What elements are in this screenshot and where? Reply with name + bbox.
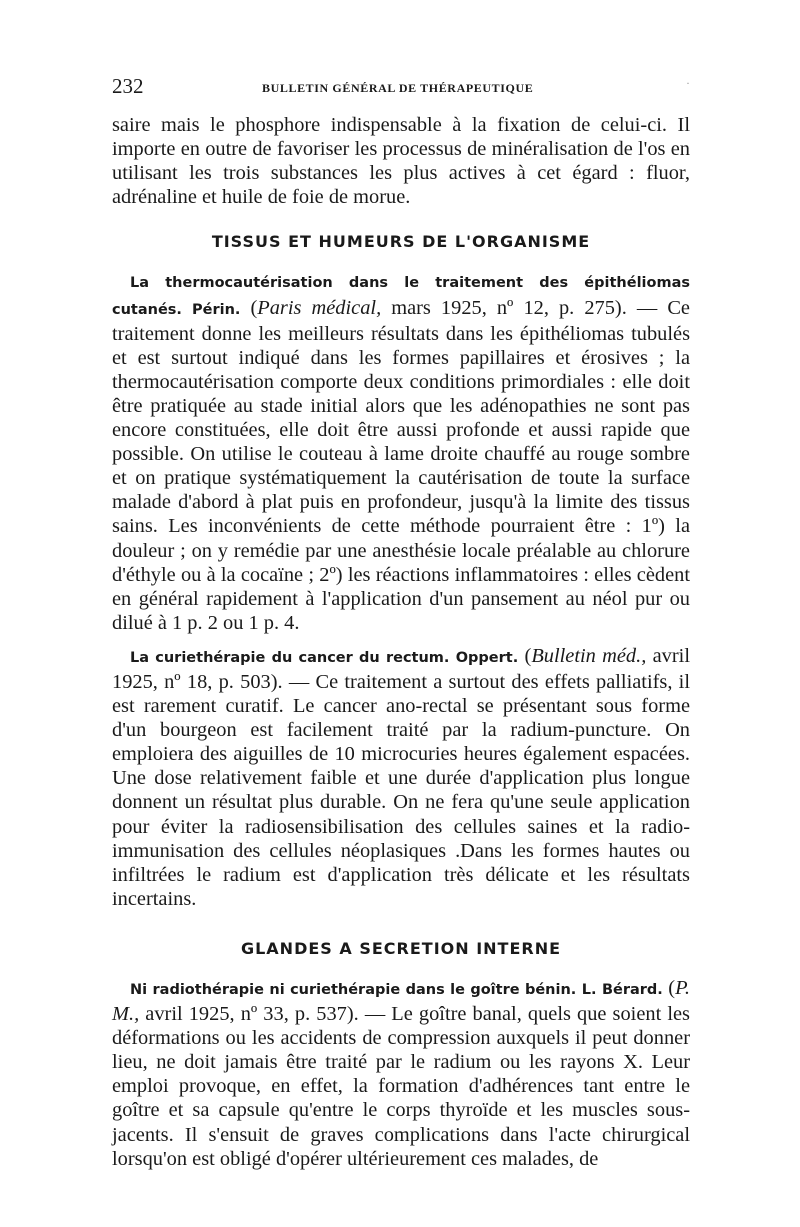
entry-body: — Ce traitement donne les meilleurs résultats dans les épithéliomas tubulés et est surtout indiqué dans les formes papillaires et érosives ; la thermocautérisation comporte deux conditions primordiales : elle doit être pratiquée au stade initial alors que les adénopathies ne sont pas encore constituées, elle doit être aussi profonde et aussi rapide que possible. On utilise le couteau à lame droite chauffé au rouge sombre et on pratique systématiquement la cautérisation de toute la surface malade d'abord à plat puis en profondeur, jusqu'à la limite des tissus sains. Les inconvénients de cette méthode pourraient être : 1º) la douleur ; on y remédie par une anesthésie locale préalable au chlorure d'éthyle ou à la cocaïne ; 2º) les réactions inflammatoires : elles cèdent en général rapidement à l'application d'un pansement au néol pur ou dilué à 1 p. 2 ou 1 p. 4.	[112, 296, 690, 634]
entry-source-journal: P. M.,	[112, 977, 691, 1026]
entry-source-details: avril 1925, nº 33, p. 537).	[145, 1003, 359, 1026]
section-heading-glandes: GLANDES A SECRETION INTERNE	[240, 938, 562, 958]
entry-author: L. Bérard.	[581, 982, 663, 998]
entry-author: Périn.	[192, 301, 241, 318]
entry-title: Ni radiothérapie ni curiethérapie dans le goître bénin.	[130, 982, 577, 998]
entry-source-journal: Paris médical,	[257, 296, 382, 319]
entry-goitre-benin: Ni radiothérapie ni curiethérapie dans le goître bénin. L. Bérard. (P. M., avril 1925, nº 33, p. 537). — Le goître banal, quels que soient les déformations ou les accidents de compression auxquels il peut donner lieu, ne doit jamais être traité par le radium ou les rayons X. Leur emploi provoque, en effet, la formation d'adhérences tant entre le goître et sa capsule qu'entre le corps thyroïde et les muscles sous-jacents. Il s'ensuit de graves complications dans l'acte chirurgical lorsqu'on est obligé d'opérer ultérieurement ces malades, de	[112, 977, 691, 1170]
entry-curietherapie-rectum: La curiethérapie du cancer du rectum. Oppert. (Bulletin méd., avril 1925, nº 18, p. 503). — Ce traitement a surtout des effets palliatifs, il est rarement curatif. Le cancer ano-rectal se présentant sous forme d'un bourgeon est facilement traité par la radium-puncture. On emploiera des aiguilles de 10 microcuries heures également espacées. Une dose relativement faible et une durée d'application plus longue donnent un résultat plus durable. On ne fera qu'une seule application pour éviter la radiosensibilisation des cellules saines et la radio-immunisation des cellules néoplasiques .Dans les formes hautes ou infiltrées le radium est d'application très délicate et les résultats incertains.	[112, 644, 691, 910]
page-body	[112, 113, 690, 1180]
entry-source-journal: Bulletin méd.,	[531, 644, 647, 667]
entry-body: — Ce traitement a surtout des effets palliatifs, il est rarement curatif. Le cancer ano-rectal se présentant sous forme d'un bourgeon est facilement traité par la radium-puncture. On emploiera des aiguilles de 10 microcuries heures également espacées. Une dose relativement faible et une durée d'application plus longue donnent un résultat plus durable. On ne fera qu'une seule application pour éviter la radiosensibilisation des cellules saines et la radio-immunisation des cellules néoplasiques .Dans les formes hautes ou infiltrées le radium est d'application très délicate et les résultats incertains.	[112, 670, 691, 910]
page-number: 232	[112, 74, 144, 98]
entry-source-details: mars 1925, nº 12, p. 275).	[391, 296, 627, 319]
running-title: BULLETIN GÉNÉRAL DE THÉRAPEUTIQUE	[262, 81, 534, 95]
intro-paragraph: saire mais le phosphore indispensable à la fixation de celui-ci. Il importe en outre de favoriser les processus de minéralisation de l'os en utilisant les trois substances les plus actives à cet égard : fluor, adrénaline et huile de foie de morue.	[112, 114, 690, 209]
entry-author: Oppert.	[455, 649, 519, 666]
section-heading-tissus: TISSUS ET HUMEURS DE L'ORGANISME	[211, 232, 591, 252]
entry-source-details: avril 1925, nº 18, p. 503).	[112, 644, 690, 693]
entry-body: — Le goître banal, quels que soient les déformations ou les accidents de compression auxquels il peut donner lieu, ne doit jamais être traité par le radium ou les rayons X. Leur emploi provoque, en effet, la formation d'adhérences tant entre le goître et sa capsule qu'entre le corps thyroïde et les muscles sous-jacents. Il s'ensuit de graves complications dans l'acte chirurgical lorsqu'on est obligé d'opérer ultérieurement ces malades, de	[112, 1003, 690, 1170]
page-header	[112, 74, 690, 98]
corner-mark: ·	[686, 76, 690, 90]
entry-title: La thermocautérisation dans le traitement des épithéliomas cutanés.	[112, 275, 690, 318]
entry-title: La curiethérapie du cancer du rectum.	[130, 649, 450, 666]
entry-thermocauterisation: La thermocautérisation dans le traitement des épithéliomas cutanés. Périn. (Paris médical, mars 1925, nº 12, p. 275). — Ce traitement donne les meilleurs résultats dans les épithéliomas tubulés et est surtout indiqué dans les formes papillaires et érosives ; la thermocautérisation comporte deux conditions primordiales : elle doit être pratiquée au stade initial alors que les adénopathies ne sont pas encore constituées, elle doit être aussi profonde et aussi rapide que possible. On utilise le couteau à lame droite chauffé au rouge sombre et on pratique systématiquement la cautérisation de toute la surface malade d'abord à plat puis en profondeur, jusqu'à la limite des tissus sains. Les inconvénients de cette méthode pourraient être : 1º) la douleur ; on y remédie par une anesthésie locale préalable au chlorure d'éthyle ou à la cocaïne ; 2º) les réactions inflammatoires : elles cèdent en général rapidement à l'application d'un pansement au néol pur ou dilué à 1 p. 2 ou 1 p. 4.	[112, 275, 690, 634]
